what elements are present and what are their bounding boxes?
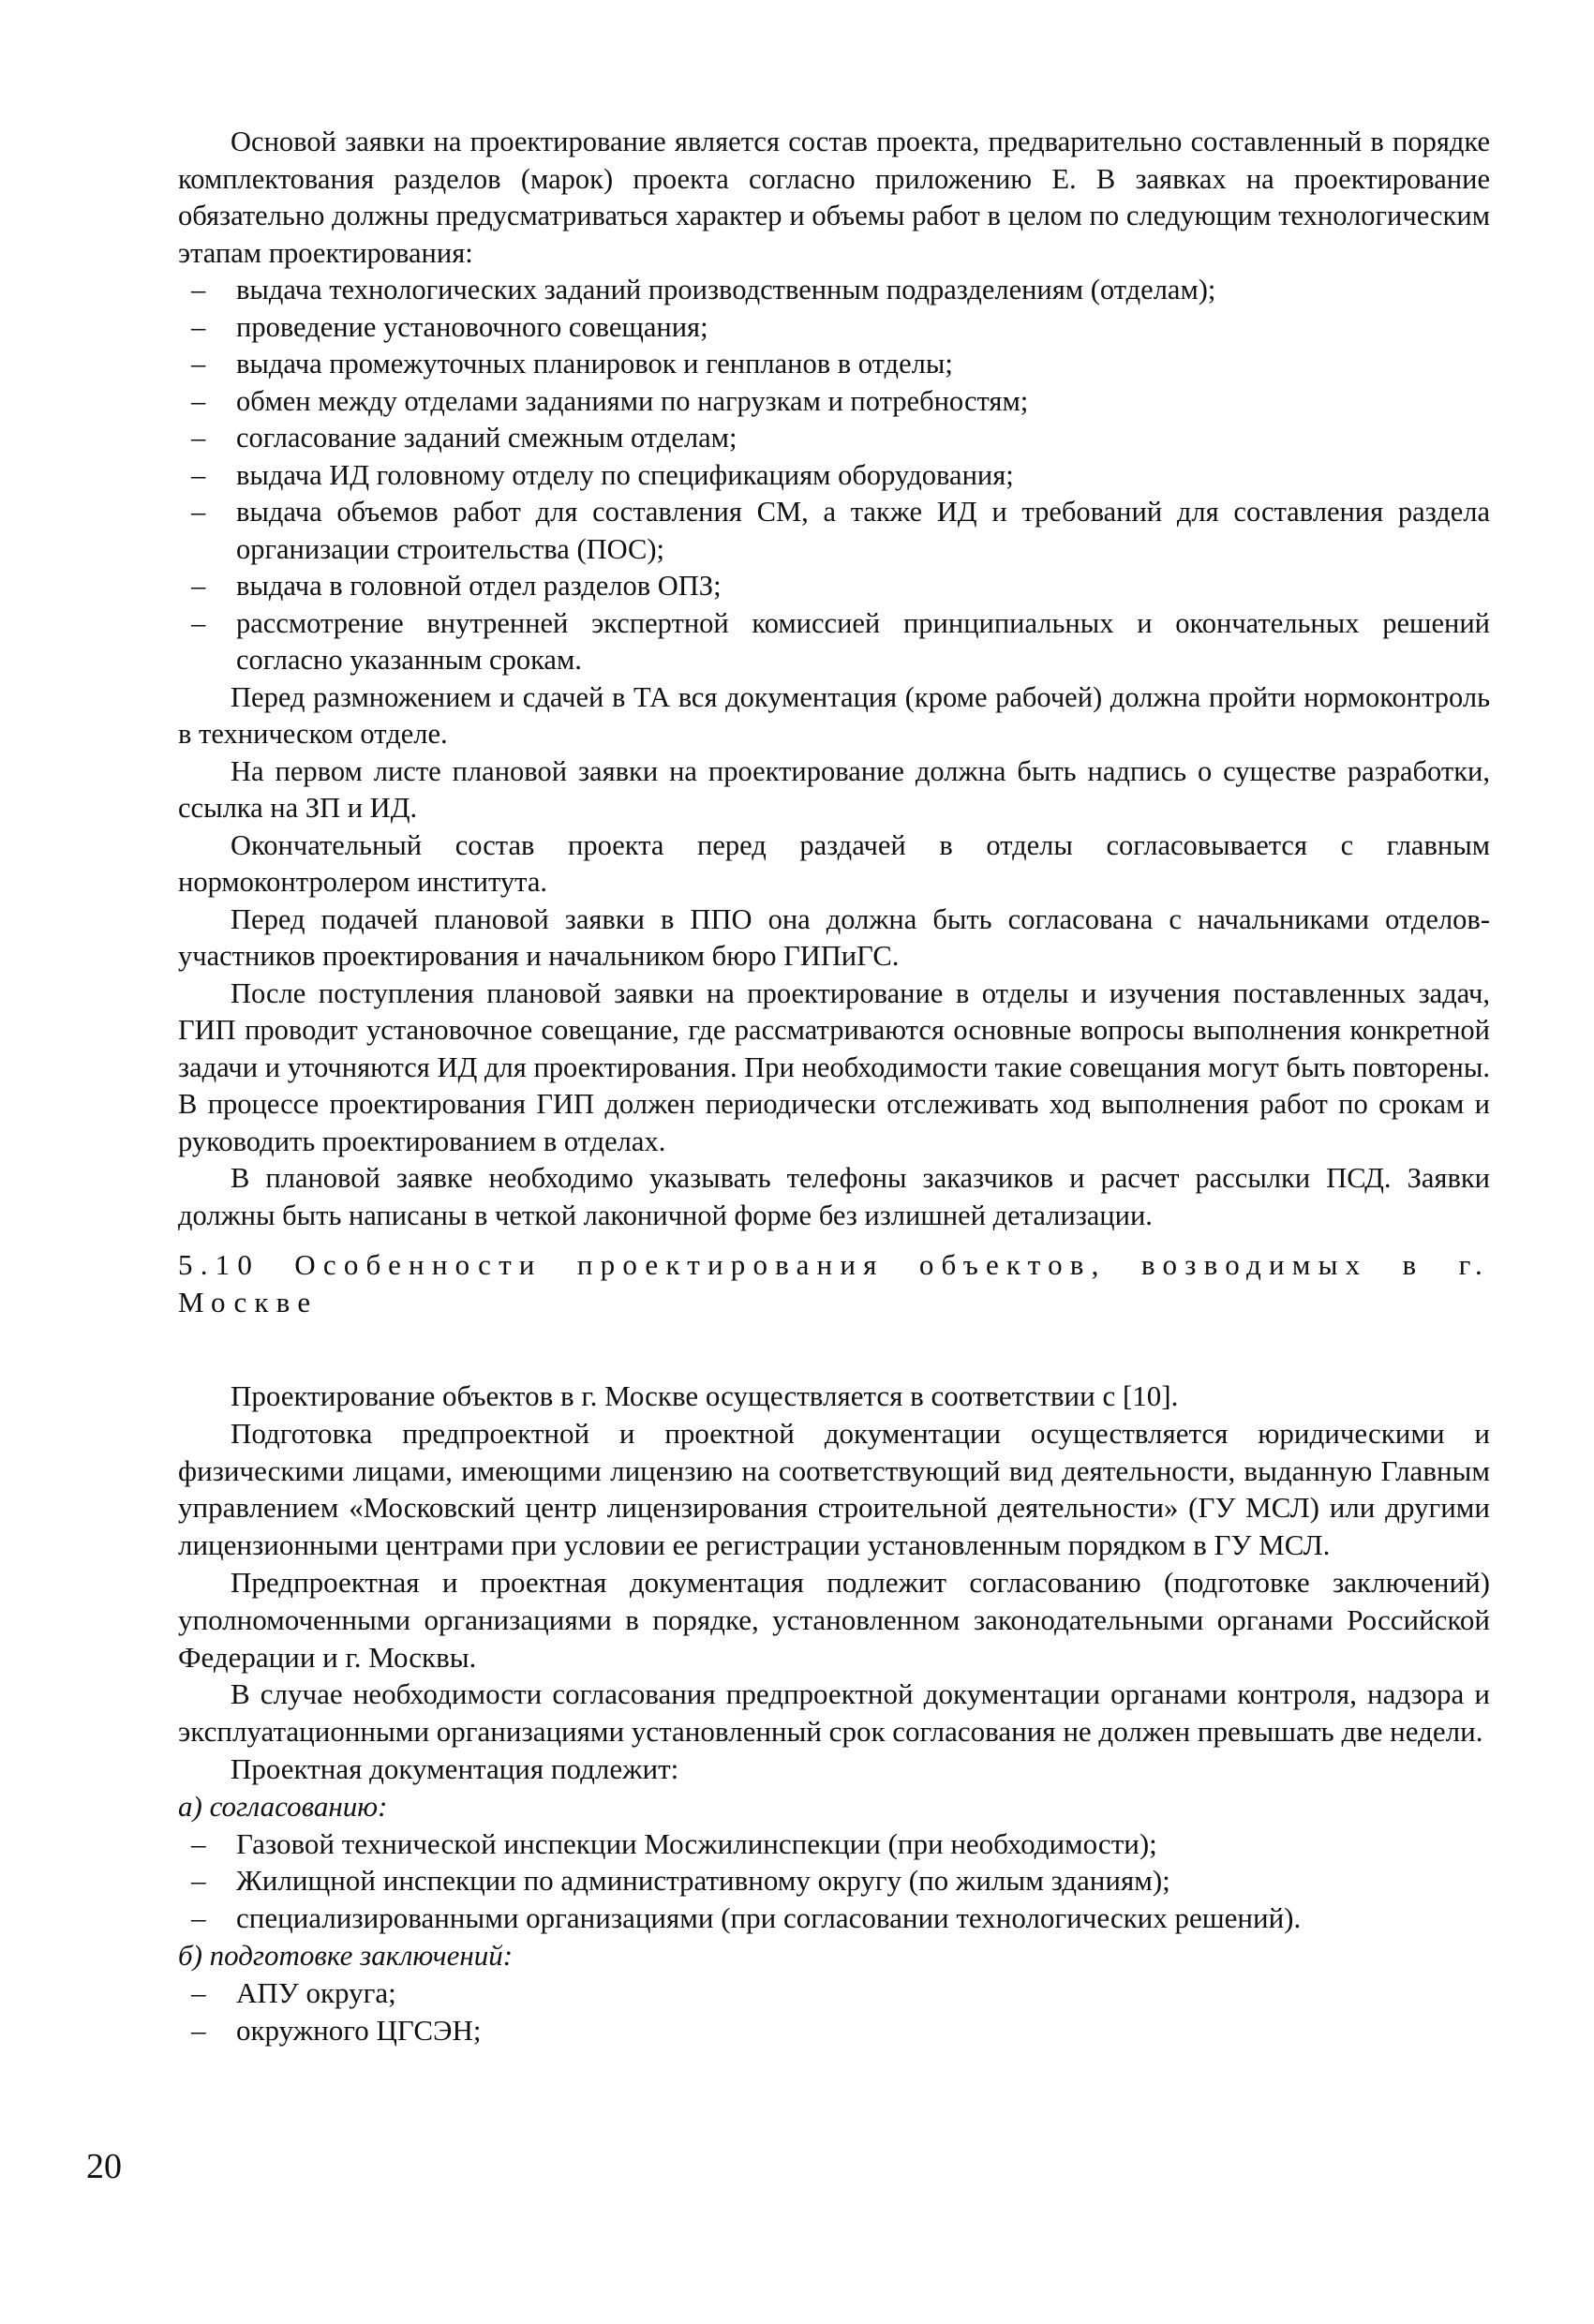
paragraph: На первом листе плановой заявки на проектирование должна быть надпись о существе разработки, ссылка на ЗП и ИД. [178, 754, 1490, 824]
paragraph: В плановой заявке необходимо указывать телефоны заказчиков и расчет рассылки ПСД. Заявки должны быть написаны в четкой лаконичной форме без излишней детализации. [178, 1162, 1490, 1231]
paragraph: Проектная документация подлежит: [231, 1751, 679, 1785]
paragraph-intro: Основой заявки на проектирование является состав проекта, предварительно составленный в порядке комплектования разделов (марок) проекта согласно приложению Е. В заявках на проектирование обязательно должны предусматриваться характер и объемы работ в целом по следующим технологическим этапам проектирования: [178, 126, 1490, 269]
list-item: – Газовой технической инспекции Мосжилинспекции (при необходимости); [191, 1826, 1157, 1860]
list-item: – рассмотрение внутренней экспертной комиссией принципиальных и окончательных решений согласно указанным срокам. [191, 606, 1490, 676]
paragraph: Предпроектная и проектная документация подлежит согласованию (подготовке заключений) уполномоченными организациями в порядке, установленном законодательными органами Российской Федерации и г. Москвы. [178, 1565, 1490, 1674]
paragraph: Проектирование объектов в г. Москве осуществляется в соответствии с [10]. [231, 1379, 1179, 1412]
paragraph: Окончательный состав проекта перед раздачей в отделы согласовывается с главным нормоконтролером института. [178, 828, 1490, 898]
paragraph: В случае необходимости согласования предпроектной документации органами контроля, надзора и эксплуатационными организациями установленный срок согласования не должен превышать две недели. [178, 1677, 1490, 1749]
section-planning-application [178, 124, 1490, 1234]
list-label-a: а) согласованию: [178, 1789, 388, 1823]
list-item: – выдача ИД головному отделу по спецификациям оборудования; [191, 458, 1014, 491]
paragraph: Перед размножением и сдачей в ТА вся документация (кроме рабочей) должна пройти нормоконтроль в техническом отделе. [178, 680, 1490, 750]
list-item: – согласование заданий смежным отделам; [191, 422, 737, 454]
list-item: – Жилищной инспекции по административному округу (по жилым зданиям); [191, 1864, 1170, 1898]
list-item: – выдача промежуточных планировок и генпланов в отделы; [191, 348, 953, 380]
list-item: – проведение установочного совещания; [191, 310, 708, 343]
paragraph: Перед подачей плановой заявки в ППО она должна быть согласована с начальниками отделов-участников проектирования и начальником бюро ГИПиГС. [178, 902, 1490, 972]
list-item: – АПУ округа; [191, 1975, 396, 2009]
list-item: – специализированными организациями (при согласовании технологических решений). [191, 1901, 1302, 1935]
paragraph: После поступления плановой заявки на проектирование в отделы и изучения поставленных задач, ГИП проводит установочное совещание, где рассматриваются основные вопросы выполнения конкретной задачи и уточняются ИД для проектирования. При необходимости такие совещания могут быть повторены. В процессе проектирования ГИП должен периодически отслеживать ход выполнения работ по срокам и руководить проектированием в отделах. [178, 976, 1490, 1157]
paragraph: Подготовка предпроектной и проектной документации осуществляется юридическими и физическими лицами, имеющими лицензию на соответствующий вид деятельности, выданную Главным управлением «Московский центр лицензирования строительной деятельности» (ГУ МСЛ) или другими лицензионными центрами при условии ее регистрации установленным порядком в ГУ МСЛ. [178, 1416, 1490, 1562]
list-item: – обмен между отделами заданиями по нагрузкам и потребностям; [191, 384, 1029, 417]
list-item: – выдача технологических заданий производственным подразделениям (отделам); [191, 274, 1216, 305]
list-item: – выдача в головной отдел разделов ОПЗ; [191, 570, 722, 602]
section-moscow-design [178, 1378, 1490, 2048]
section-heading: 5.10 Особенности проектирования объектов, возводимых в г. Москве [178, 1248, 1490, 1318]
list-item: – выдача объемов работ для составления СМ, а также ИД и требований для составления раздела организации строительства (ПОС); [191, 496, 1490, 565]
page-number: 20 [86, 2147, 122, 2186]
list-item: – окружного ЦГСЭН; [191, 2013, 482, 2047]
list-label-b: б) подготовке заключений: [178, 1938, 514, 1972]
